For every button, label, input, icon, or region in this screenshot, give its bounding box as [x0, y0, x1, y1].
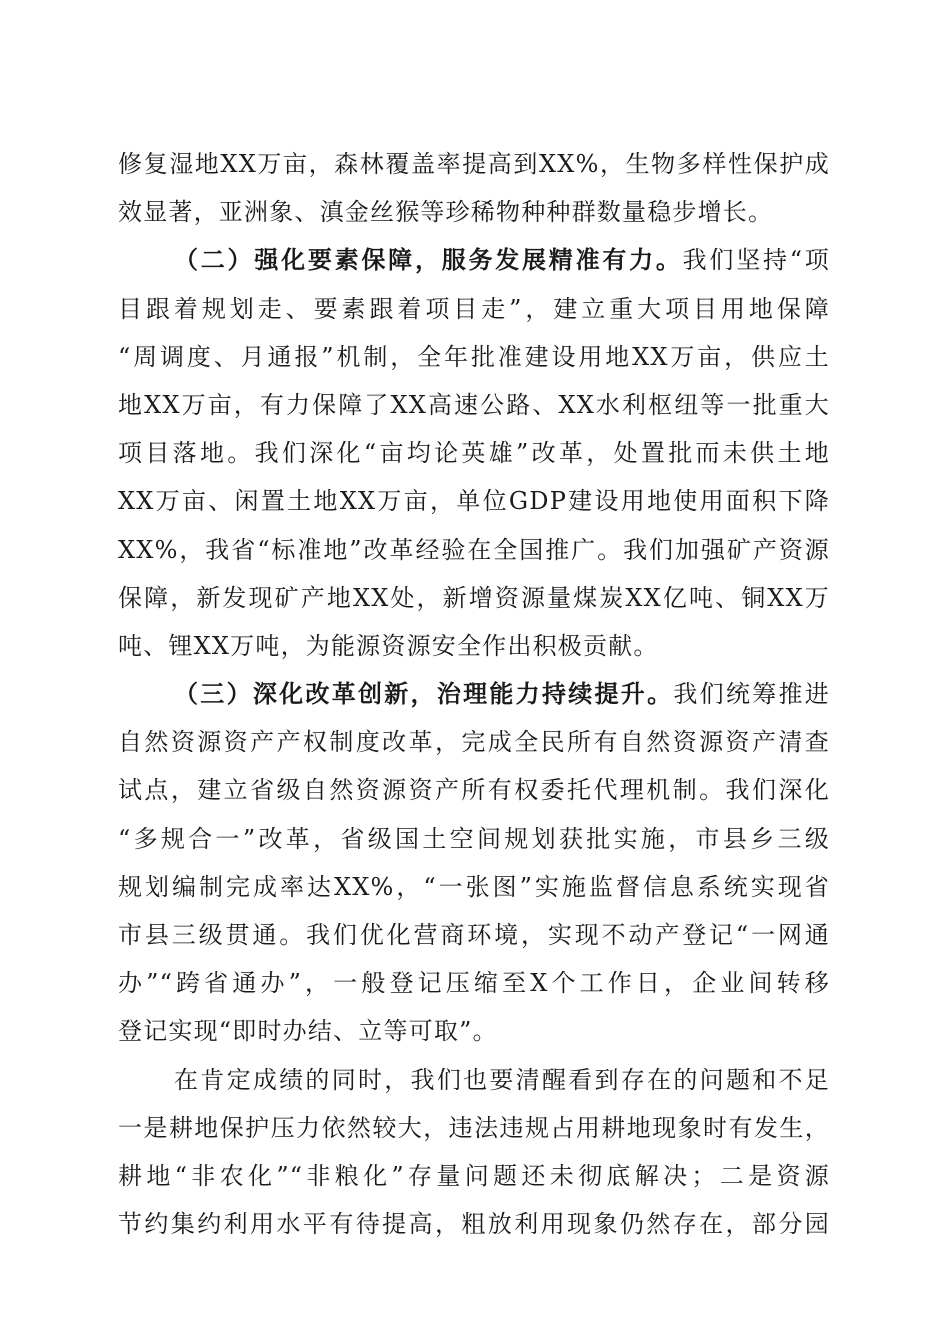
text-line: 自然资源资产产权制度改革，完成全民所有自然资源资产清查 [118, 728, 830, 757]
text-line: 修复湿地XX万亩，森林覆盖率提高到XX%，生物多样性保护成 [118, 150, 830, 178]
document-body [118, 140, 830, 1248]
text-line: 办”“跨省通办”，一般登记压缩至X个工作日，企业间转移 [118, 969, 830, 998]
paragraph-factor-guarantee [118, 236, 830, 670]
text-line: XX万亩、闲置土地XX万亩，单位GDP建设用地使用面积下降 [118, 487, 830, 516]
text-line: 目跟着规划走、要素跟着项目走”，建立重大项目用地保障 [118, 294, 830, 323]
text-line: 登记实现“即时办结、立等可取”。 [118, 1017, 498, 1046]
text-line: 吨、锂XX万吨，为能源资源安全作出积极贡献。 [118, 631, 659, 660]
paragraph-problems [118, 1056, 830, 1249]
text-line: XX%，我省“标准地”改革经验在全国推广。我们加强矿产资源 [118, 535, 830, 564]
text-line: 耕地“非农化”“非粮化”存量问题还未彻底解决；二是资源 [118, 1161, 830, 1190]
text-line: 项目落地。我们深化“亩均论英雄”改革，处置批而未供土地 [118, 439, 830, 468]
section-heading-3: （三）深化改革创新，治理能力持续提升。 [174, 679, 674, 709]
text-line: 一是耕地保护压力依然较大，违法违规占用耕地现象时有发生， [118, 1113, 830, 1142]
text-line: 规划编制完成率达XX%，“一张图”实施监督信息系统实现省 [118, 872, 830, 901]
text-fragment: 我们坚持“项 [682, 246, 830, 275]
text-line: “周调度、月通报”机制，全年批准建设用地XX万亩，供应土 [118, 342, 830, 371]
text-line: 市县三级贯通。我们优化营商环境，实现不动产登记“一网通 [118, 921, 830, 949]
paragraph-ecology [118, 140, 830, 236]
text-line: 效显著，亚洲象、滇金丝猴等珍稀物种种群数量稳步增长。 [118, 198, 774, 227]
text-fragment: 我们统筹推进 [673, 680, 830, 709]
text-line: 试点，建立省级自然资源资产所有权委托代理机制。我们深化 [118, 776, 830, 805]
text-line: 节约集约利用水平有待提高，粗放利用现象仍然存在，部分园 [118, 1210, 830, 1239]
text-line [118, 236, 830, 284]
paragraph-reform-innovation [118, 670, 830, 1056]
section-heading-2: （二）强化要素保障，服务发展精准有力。 [174, 245, 683, 275]
text-line: 保障，新发现矿产地XX处，新增资源量煤炭XX亿吨、铜XX万 [118, 583, 830, 612]
text-line [118, 670, 830, 718]
text-line: 在肯定成绩的同时，我们也要清醒看到存在的问题和不足 [174, 1065, 830, 1094]
text-line: 地XX万亩，有力保障了XX高速公路、XX水利枢纽等一批重大 [118, 390, 830, 419]
text-line: “多规合一”改革，省级国土空间规划获批实施，市县乡三级 [118, 824, 830, 853]
